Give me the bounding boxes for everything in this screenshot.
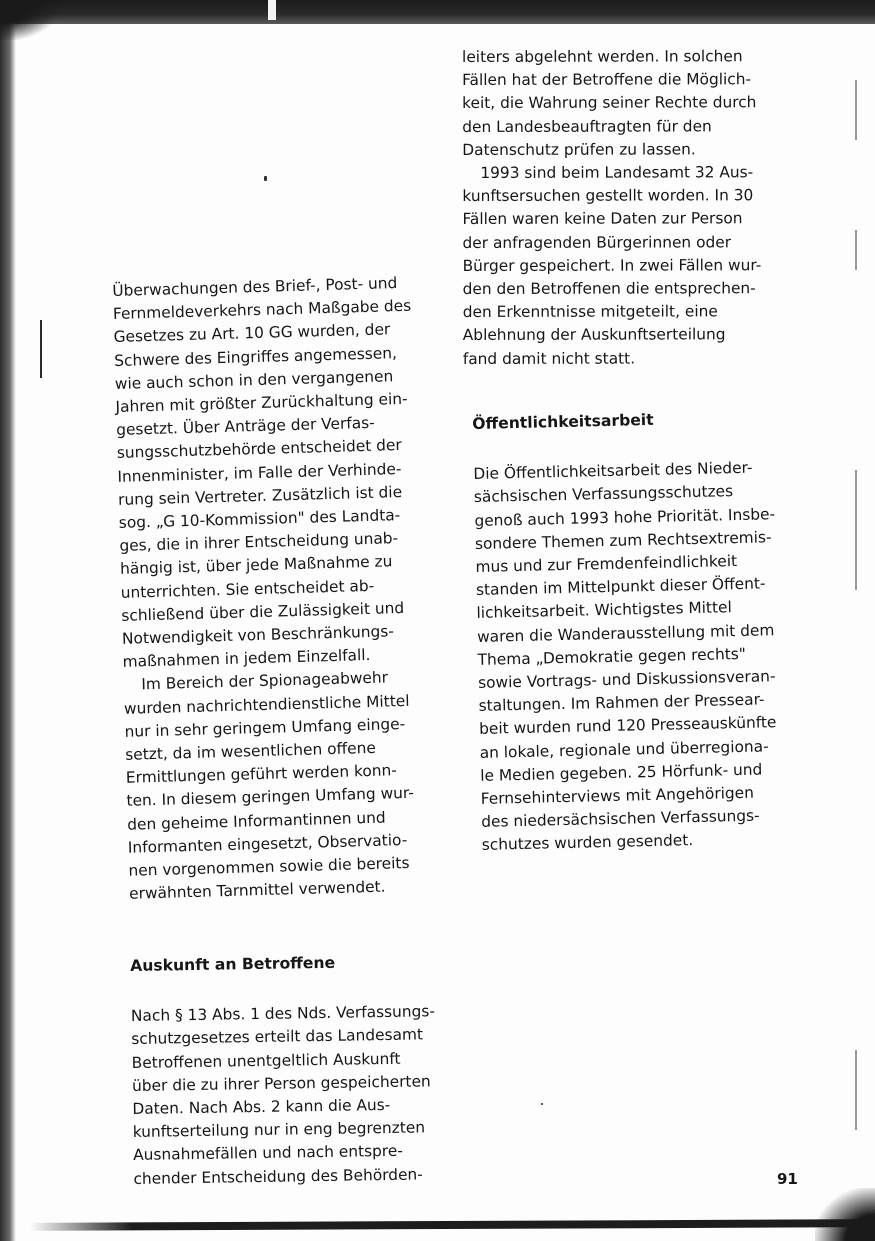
left-paragraph-1 <box>112 272 421 675</box>
text-line: kunftsersuchen gestellt worden. In 30 <box>462 186 754 206</box>
section-heading-auskunft: Auskunft an Betroffene <box>130 953 336 975</box>
text-line: le Medien gegeben. 25 Hörfunk- und <box>480 760 763 785</box>
text-line: Informanten eingesetzt, Observatio- <box>127 830 408 857</box>
left-paragraph-2 <box>123 666 428 906</box>
left-paragraph-3 <box>131 1000 438 1190</box>
text-line: 1993 sind beim Landesamt 32 Aus- <box>480 163 754 182</box>
text-line: fand damit nicht statt. <box>462 349 636 368</box>
text-line: erwähnten Tarnmittel verwendet. <box>128 877 386 904</box>
text-line: sog. „G 10-Kommission" des Landta- <box>118 506 401 532</box>
text-line: Innenminister, im Falle der Verhinde- <box>117 459 402 486</box>
text-line: den Erkenntnisse mitgeteilt, eine <box>462 302 718 322</box>
text-line: sowie Vortrags- und Diskussionsveran- <box>477 667 776 692</box>
text-line: sungsschutzbehörde entscheidet der <box>116 436 402 463</box>
text-line: schließend über die Zulässigkeit und <box>121 598 405 625</box>
text-line: des niedersächsischen Verfassungs- <box>481 806 760 832</box>
text-line: staltungen. Im Rahmen der Pressear- <box>478 690 765 716</box>
text-line: an lokale, regionale und überregiona- <box>479 736 769 762</box>
right-paragraph-3 <box>473 456 783 857</box>
page-number: 91 <box>777 1170 798 1188</box>
text-line: hängig ist, über jede Maßnahme zu <box>119 552 393 579</box>
scan-edge-right-mark <box>855 470 857 590</box>
text-line: setzt, da im wesentlichen offene <box>125 738 377 764</box>
text-line: ten. In diesem geringen Umfang wur- <box>126 784 415 811</box>
scan-edge-left <box>0 0 16 1241</box>
text-line: ges, die in ihrer Entscheidung unab- <box>119 529 399 556</box>
scan-edge-right-mark <box>855 1050 857 1130</box>
text-line: Schwere des Eingriffes angemessen, <box>113 343 398 370</box>
scan-edge-right-mark <box>855 80 857 140</box>
text-line: Fällen hat der Betroffene die Möglich- <box>462 70 752 90</box>
text-line: schutzes wurden gesendet. <box>481 831 694 855</box>
scan-speck <box>541 1103 543 1105</box>
text-line: standen im Mittelpunkt dieser Öffent- <box>475 574 766 600</box>
text-line: chender Entscheidung des Behörden- <box>133 1165 423 1188</box>
text-line: den geheime Informantinnen und <box>126 808 386 834</box>
text-line: rung sein Vertreter. Zusätzlich ist die <box>117 482 403 509</box>
text-line: Bürger gespeichert. In zwei Fällen wur- <box>462 256 762 275</box>
text-line: Nach § 13 Abs. 1 des Nds. Verfassungs- <box>130 1002 436 1026</box>
text-line: Fernsehinterviews mit Angehörigen <box>480 783 755 808</box>
text-line: nen vorgenommen sowie die bereits <box>128 854 410 880</box>
scan-speck <box>264 176 267 181</box>
scan-edge-bottom <box>30 1219 875 1231</box>
text-line: Im Bereich der Spionageabwehr <box>141 668 389 694</box>
text-line: Betroffenen unentgeltlich Auskunft <box>131 1049 401 1072</box>
scan-corner-bottom-right <box>815 1188 875 1241</box>
text-line: schutzgesetzes erteilt das Landesamt <box>131 1025 424 1049</box>
text-line: wurden nachrichtendienstliche Mittel <box>123 691 410 718</box>
text-line: Überwachungen des Brief-, Post- und <box>112 274 398 300</box>
text-line: Gesetzes zu Art. 10 GG wurden, der <box>113 320 391 347</box>
section-heading-oeffentlichkeitsarbeit: Öffentlichkeitsarbeit <box>472 410 654 433</box>
text-line: leiters abgelehnt werden. In solchen <box>462 47 743 66</box>
text-line: Thema „Demokratie gegen rechts" <box>477 644 747 669</box>
text-line: sondere Themen zum Rechtsextremis- <box>474 528 772 553</box>
text-line: Jahren mit größter Zurückhaltung ein- <box>115 389 408 416</box>
text-line: Ausnahmefällen und nach entspre- <box>133 1142 404 1165</box>
text-line: genoß auch 1993 hohe Priorität. Insbe- <box>474 504 776 530</box>
text-line: gesetzt. Über Anträge der Verfas- <box>115 413 375 440</box>
scan-edge-right-mark <box>855 230 857 270</box>
right-paragraph-2 <box>462 161 761 371</box>
scan-edge-top <box>0 0 875 24</box>
text-line: beit wurden rund 120 Presseauskünfte <box>478 713 777 739</box>
text-line: Fernmeldeverkehrs nach Maßgabe des <box>112 296 412 324</box>
scan-corner-top-left <box>0 0 60 40</box>
right-column-lower <box>472 406 783 857</box>
text-line: mus und zur Fremdenfeindlichkeit <box>475 552 738 576</box>
text-line: waren die Wanderausstellung mit dem <box>476 620 775 646</box>
text-line: kunftserteilung nur in eng begrenzten <box>132 1118 426 1142</box>
text-line: Die Öffentlichkeitsarbeit des Nieder- <box>473 458 753 484</box>
text-line: Ermittlungen geführt werden konn- <box>125 761 398 788</box>
text-line: unterrichten. Sie entscheidet ab- <box>120 576 375 602</box>
text-line: den den Betroffenen die entsprechen- <box>462 279 756 299</box>
text-line: den Landesbeauftragten für den <box>462 116 712 136</box>
text-line: Fällen waren keine Daten zur Person <box>462 209 743 229</box>
text-line: über die zu ihrer Person gespeicherten <box>131 1072 431 1095</box>
right-column-upper <box>462 45 762 371</box>
left-column-upper <box>112 272 428 907</box>
right-paragraph-1 <box>462 45 761 162</box>
text-line: sächsischen Verfassungsschutzes <box>473 482 734 507</box>
text-line: keit, die Wahrung seiner Rechte durch <box>462 93 757 113</box>
text-line: lichkeitsarbeit. Wichtigstes Mittel <box>476 598 732 623</box>
text-line: Daten. Nach Abs. 2 kann die Aus- <box>132 1095 391 1118</box>
left-column-lower <box>130 950 438 1191</box>
text-line: maßnahmen in jedem Einzelfall. <box>122 646 371 672</box>
text-line: der anfragenden Bürgerinnen oder <box>462 232 732 252</box>
text-line: nur in sehr geringem Umfang einge- <box>124 714 406 741</box>
text-line: Datenschutz prüfen zu lassen. <box>462 140 696 159</box>
text-line: Ablehnung der Auskunftserteilung <box>462 325 726 345</box>
text-line: wie auch schon in den vergangenen <box>114 367 394 393</box>
text-line: Notwendigkeit von Beschränkungs- <box>121 622 395 648</box>
scan-edge-gap <box>268 0 276 20</box>
margin-mark <box>40 320 42 378</box>
